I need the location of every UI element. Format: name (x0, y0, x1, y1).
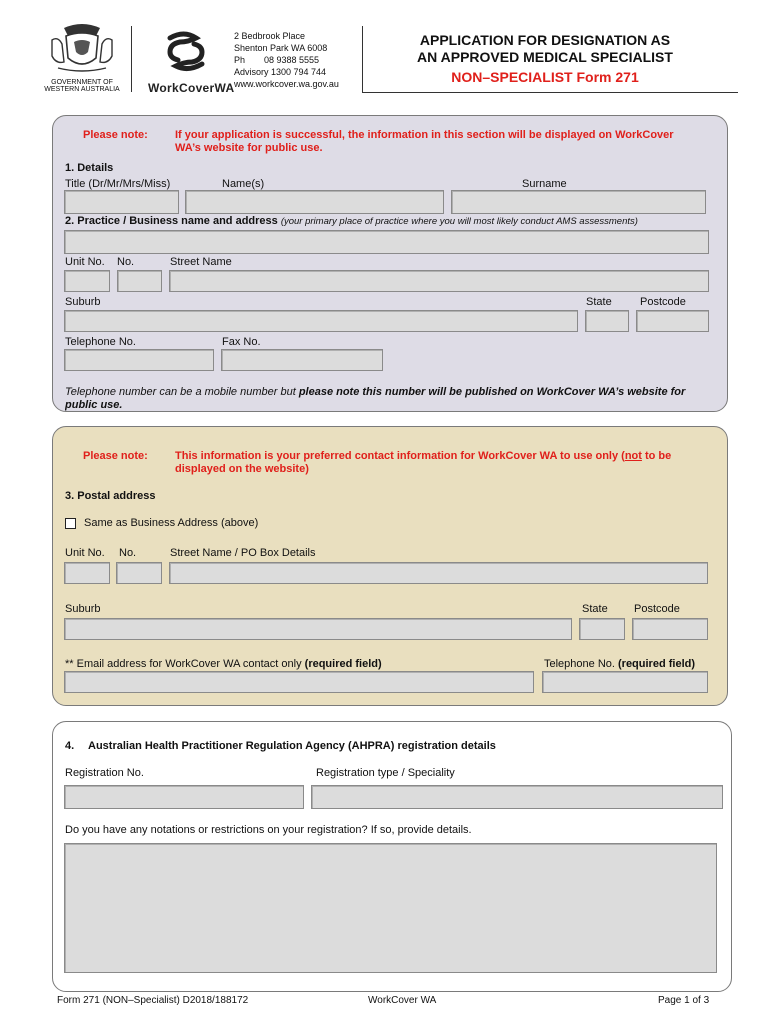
header-rule (362, 92, 738, 93)
gov-logo-line2: WESTERN AUSTRALIA (44, 86, 120, 93)
footer-org: WorkCover WA (368, 995, 437, 1006)
state-field-3[interactable] (579, 618, 625, 640)
title-field[interactable] (64, 190, 179, 214)
footer-form-id: Form 271 (NON–Specialist) D2018/188172 (57, 995, 249, 1006)
email-required: (required field) (304, 658, 382, 670)
tel-note-normal: Telephone number can be a mobile number but (65, 386, 299, 398)
practice-hint: (your primary place of practice where you will most likely conduct AMS assessments) (280, 216, 638, 227)
title-line1: APPLICATION FOR DESIGNATION AS (419, 32, 671, 48)
state-field-1[interactable] (585, 310, 629, 332)
notations-field[interactable] (64, 843, 717, 973)
gov-logo-line1: GOVERNMENT OF (51, 79, 113, 86)
notations-label: Do you have any notations or restrictions on your registration? If so, provide details. (65, 824, 472, 836)
header-divider-1 (131, 26, 132, 92)
tel-note-line2: public use. (65, 399, 123, 411)
gov-wa-logo (44, 22, 120, 92)
form-title (372, 32, 718, 86)
tel-note-bold: please note this number will be published on WorkCover WA’s website for (298, 386, 686, 398)
telephone-publish-note (65, 386, 729, 412)
unit-field-3[interactable] (64, 562, 110, 584)
surname-field[interactable] (451, 190, 706, 214)
ahpra-heading: Australian Health Practitioner Regulation Agency (AHPRA) registration details (88, 740, 496, 752)
address-line1: 2 Bedbrook Place (234, 31, 306, 41)
telephone-field-1[interactable] (64, 349, 214, 371)
no-field-3[interactable] (116, 562, 162, 584)
note-label-1: Please note: (83, 129, 148, 141)
no-label-3: No. (119, 547, 137, 559)
unit-field-1[interactable] (64, 270, 110, 292)
names-field[interactable] (185, 190, 444, 214)
street-field-3[interactable] (169, 562, 708, 584)
reg-no-field[interactable] (64, 785, 304, 809)
surname-label: Surname (522, 178, 567, 190)
unit-label-1: Unit No. (65, 256, 105, 268)
title-label: Title (Dr/Mr/Mrs/Miss) (65, 178, 171, 190)
contact-note-b: to be (641, 450, 672, 462)
tel-required: (required field) (618, 658, 696, 670)
email-field[interactable] (64, 671, 534, 693)
contact-block (234, 30, 339, 90)
street-label-1: Street Name (170, 256, 232, 268)
footer-page-number: Page 1 of 3 (658, 995, 710, 1006)
postcode-label-1: Postcode (640, 296, 686, 308)
tel-label-3-text: Telephone No. (544, 658, 618, 670)
suburb-label-3: Suburb (65, 603, 101, 615)
phone-label: Ph (234, 55, 246, 65)
practice-heading-line (65, 215, 638, 227)
suburb-label-1: Suburb (65, 296, 101, 308)
public-note (175, 129, 674, 155)
no-label-1: No. (117, 256, 135, 268)
fax-label-1: Fax No. (222, 336, 261, 348)
postal-heading: 3. Postal address (65, 490, 156, 502)
address-line2: Shenton Park WA 6008 (234, 43, 328, 53)
public-note-line1: If your application is successful, the information in this section will be displayed on WorkCover (175, 129, 674, 141)
public-note-line2: WA’s website for public use. (175, 142, 323, 154)
unit-label-3: Unit No. (65, 547, 105, 559)
postcode-field-1[interactable] (636, 310, 709, 332)
suburb-field-1[interactable] (64, 310, 578, 332)
street-label-3: Street Name / PO Box Details (170, 547, 316, 559)
workcover-logo-text: WorkCoverWA (148, 81, 235, 95)
state-label-1: State (586, 296, 612, 308)
postcode-label-3: Postcode (634, 603, 680, 615)
contact-note-line2: displayed on the website) (175, 463, 309, 475)
contact-note (175, 450, 671, 476)
state-label-3: State (582, 603, 608, 615)
header-divider-2 (362, 26, 363, 92)
coat-of-arms-icon (44, 22, 120, 74)
suburb-field-3[interactable] (64, 618, 572, 640)
contact-note-not: not (624, 450, 642, 462)
workcover-swirl-icon (148, 28, 224, 76)
telephone-label-1: Telephone No. (65, 336, 136, 348)
reg-no-label: Registration No. (65, 767, 144, 779)
same-as-label: Same as Business Address (above) (84, 517, 259, 529)
advisory-line: Advisory 1300 794 744 (234, 67, 327, 77)
tel-label-3 (544, 658, 695, 670)
practice-heading: 2. Practice / Business name and address (65, 215, 278, 227)
email-label-text: ** Email address for WorkCover WA contact only (65, 658, 305, 670)
website-link[interactable]: www.workcover.wa.gov.au (234, 79, 339, 89)
note-label-2: Please note: (83, 450, 148, 462)
fax-field-1[interactable] (221, 349, 383, 371)
names-label: Name(s) (222, 178, 265, 190)
email-label (65, 658, 382, 670)
telephone-field-3[interactable] (542, 671, 708, 693)
phone-value: 08 9388 5555 (264, 55, 320, 65)
workcover-logo (148, 28, 235, 95)
phone-line (234, 54, 339, 66)
street-field-1[interactable] (169, 270, 709, 292)
practice-name-field[interactable] (64, 230, 709, 254)
ahpra-heading-num: 4. (65, 740, 75, 752)
form-subtitle: NON–SPECIALIST Form 271 (451, 69, 639, 85)
contact-note-line1 (175, 450, 671, 463)
same-as-checkbox[interactable] (65, 518, 76, 529)
reg-type-field[interactable] (311, 785, 723, 809)
postcode-field-3[interactable] (632, 618, 708, 640)
details-heading: 1. Details (65, 162, 114, 174)
title-line2: AN APPROVED MEDICAL SPECIALIST (417, 49, 673, 65)
reg-type-label: Registration type / Speciality (316, 767, 455, 779)
contact-note-a: This information is your preferred contact information for WorkCover WA to use only ( (175, 450, 625, 462)
no-field-1[interactable] (117, 270, 162, 292)
